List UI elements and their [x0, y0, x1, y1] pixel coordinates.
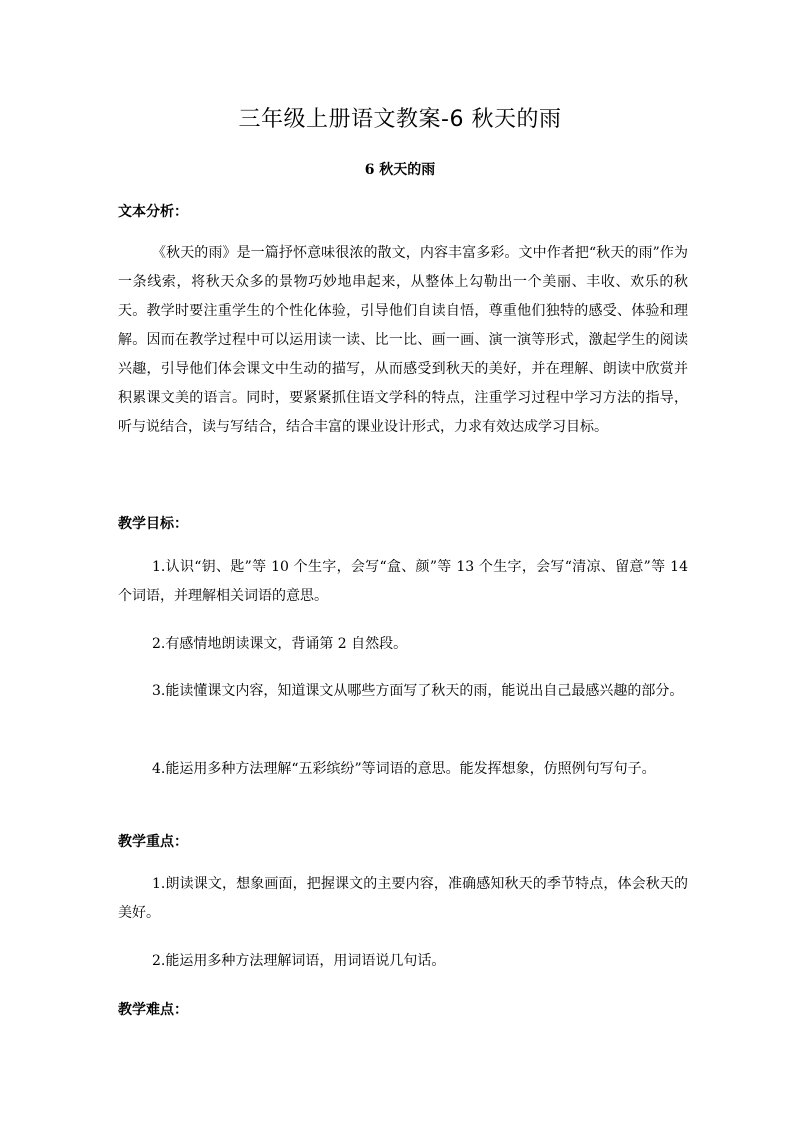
- section-heading-goals: 教学目标：: [118, 516, 188, 532]
- goal-item-2: 2.有感情地朗读课文，背诵第 2 自然段。: [152, 636, 408, 652]
- document-title: 三年级上册语文教案-6 秋天的雨: [238, 107, 562, 132]
- section-heading-key-points: 教学重点：: [118, 834, 188, 850]
- document-subtitle: 6 秋天的雨: [364, 162, 436, 178]
- analysis-paragraph: 《秋天的雨》是一篇抒怀意味很浓的散文，内容丰富多彩。文中作者把“秋天的雨”作为一条线索，将秋天众多的景物巧妙地串起来，从整体上勾勒出一个美丽、丰收、欢乐的秋天。教学时要注重学生的个性化体验，引导他们自读自悟，尊重他们独特的感受、体验和理解。因而在教学过程中可以运用读一读、比一比、画一画、演一演等形式，激起学生的阅读兴趣，引导他们体会课文中生动的描写，从而感受到秋天的美好，并在理解、朗读中欣赏并积累课文美的语言。同时，要紧紧抓住语文学科的特点，注重学习过程中学习方法的指导，听与说结合，读与写结合，结合丰富的课业设计形式，力求有效达成学习目标。: [118, 245, 688, 435]
- goal-item-3: 3.能读懂课文内容，知道课文从哪些方面写了秋天的雨，能说出自己最感兴趣的部分。: [152, 683, 684, 699]
- section-heading-difficulties: 教学难点：: [118, 1002, 188, 1018]
- key-point-item-2: 2.能运用多种方法理解词语，用词语说几句话。: [152, 953, 446, 969]
- goal-item-4: 4.能运用多种方法理解“五彩缤纷”等词语的意思。能发挥想象，仿照例句写句子。: [152, 761, 656, 777]
- key-point-item-1: 1.朗读课文，想象画面，把握课文的主要内容，准确感知秋天的季节特点，体会秋天的美好。: [118, 876, 688, 921]
- goal-item-1: 1.认识“钥、匙”等 10 个生字，会写“盒、颜”等 13 个生字，会写“清凉、留意”等 14 个词语，并理解相关词语的意思。: [118, 559, 688, 604]
- section-heading-analysis: 文本分析：: [118, 204, 188, 220]
